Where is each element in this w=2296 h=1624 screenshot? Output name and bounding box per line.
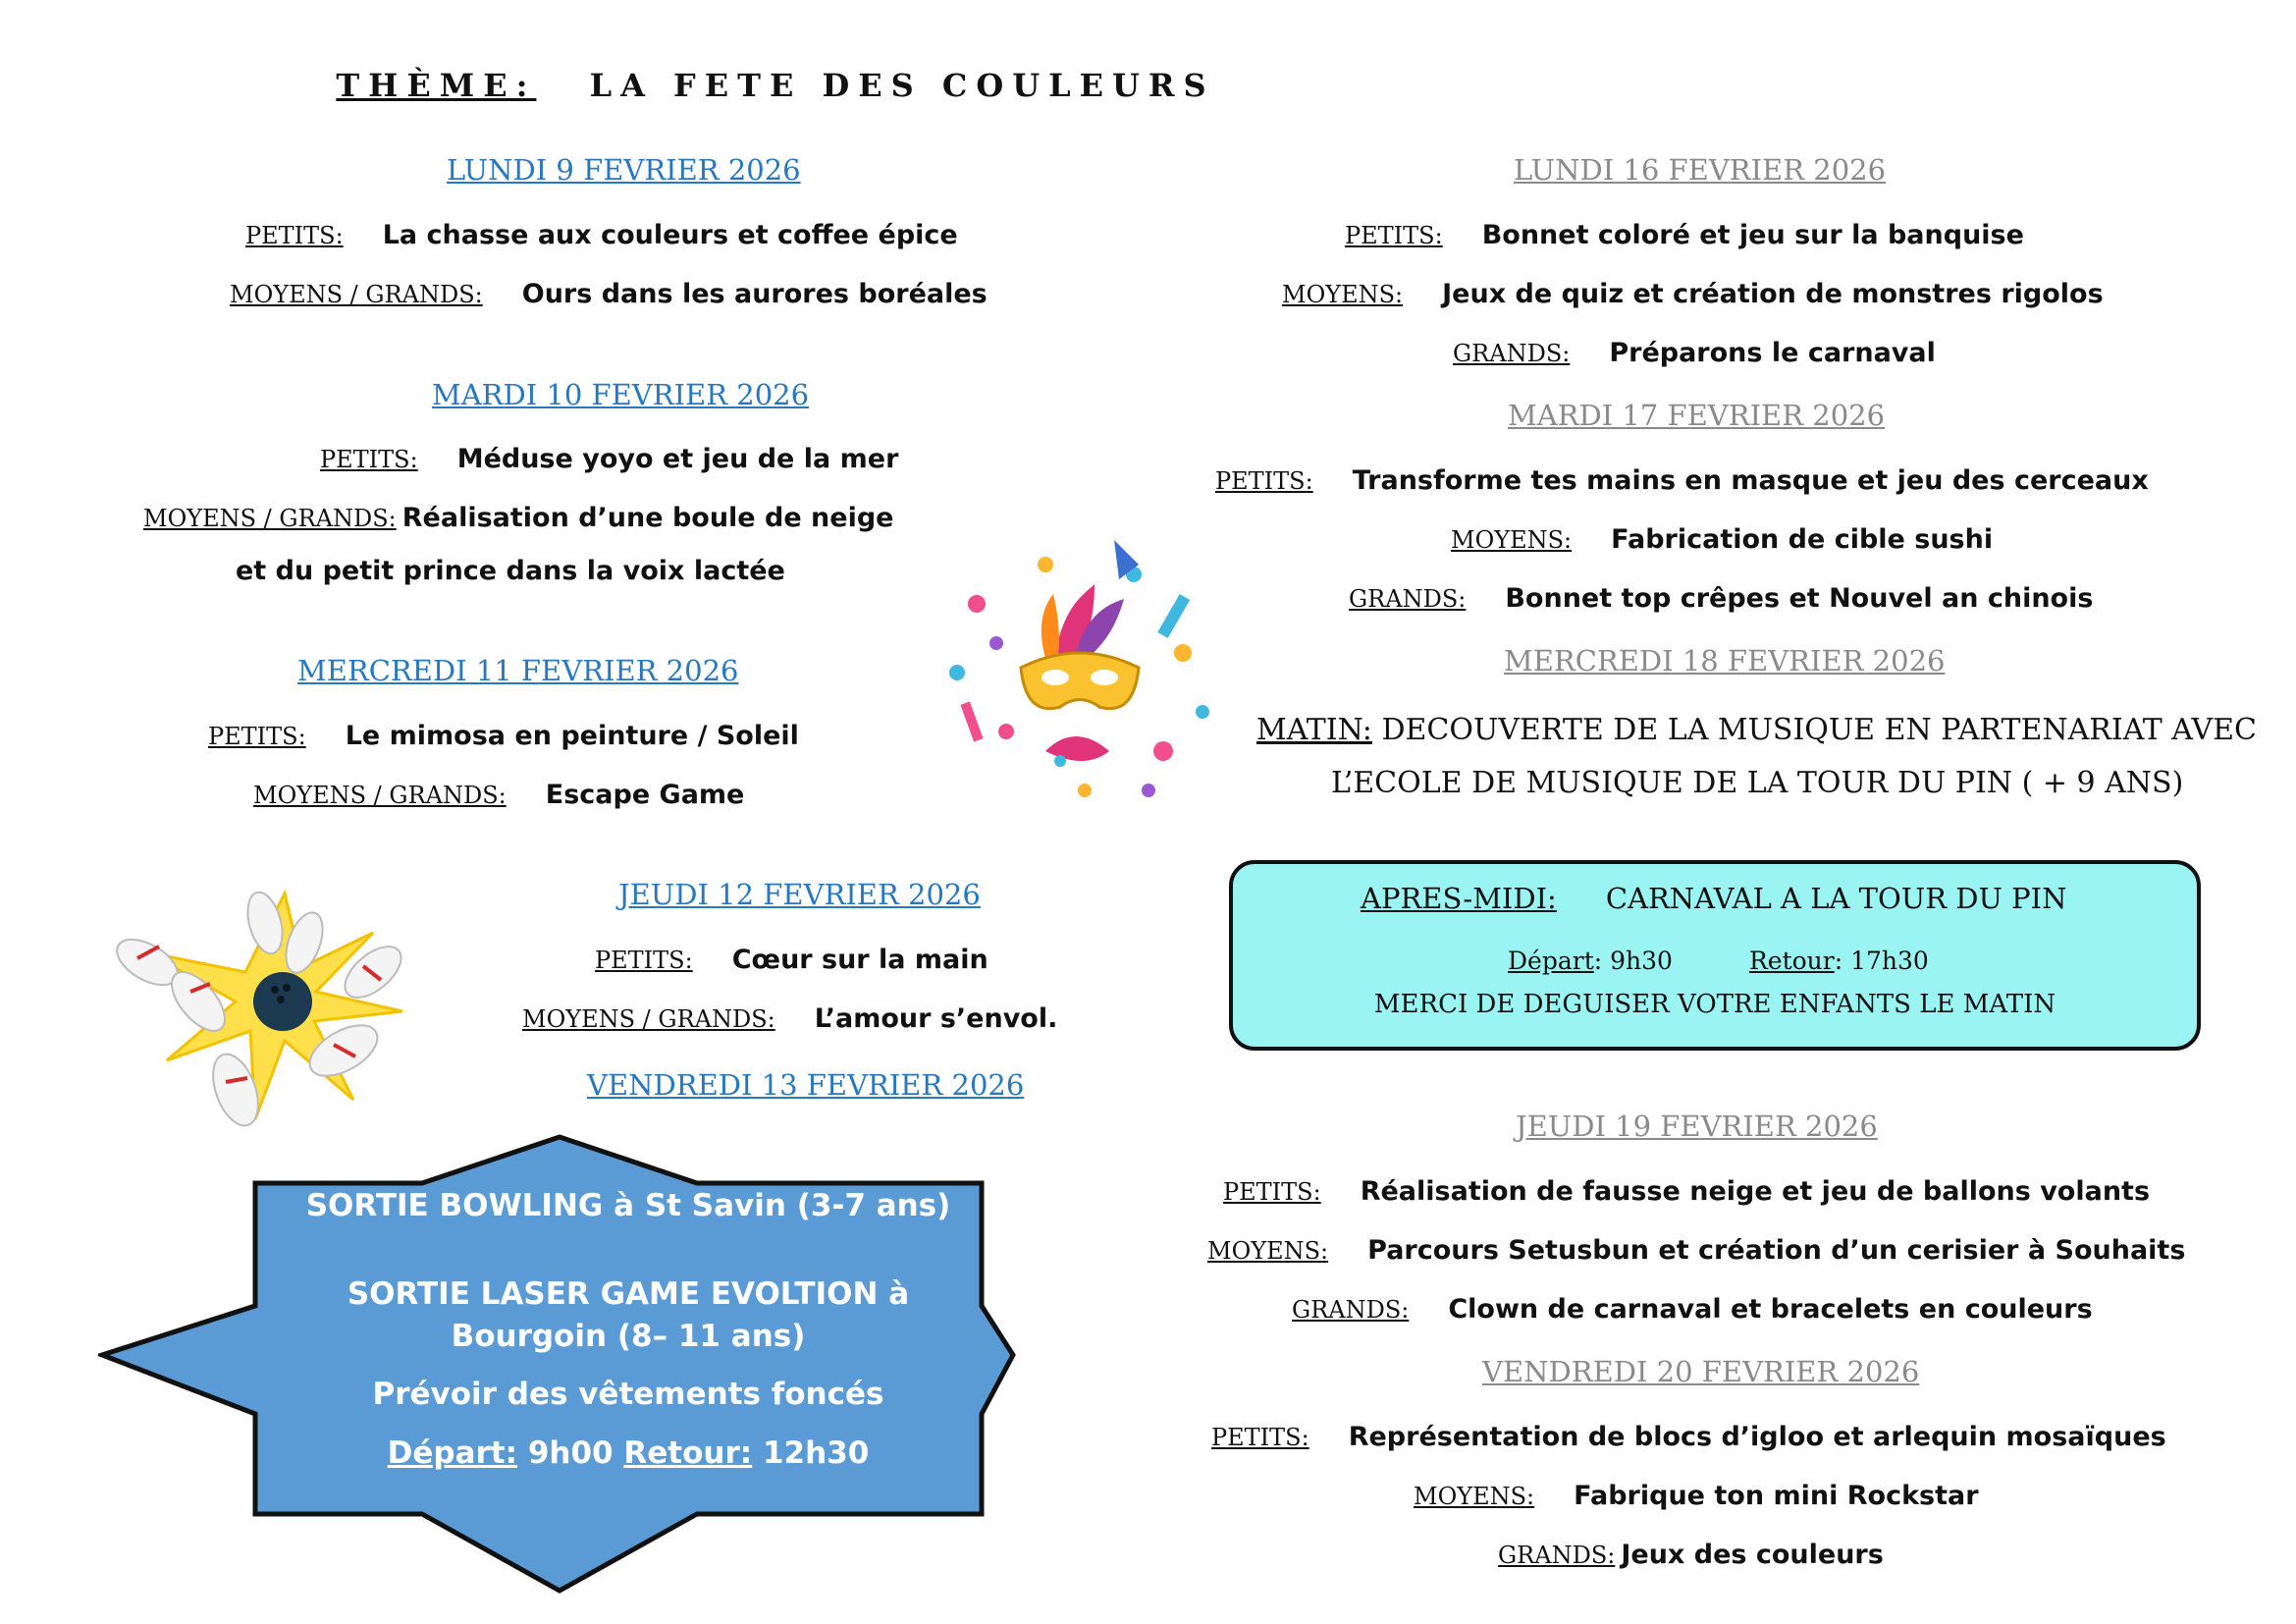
activity-text: Réalisation d’une boule de neige [401, 503, 894, 533]
group-label: GRANDS: [1453, 340, 1571, 367]
group-label: PETITS: [245, 222, 344, 249]
activity-row [1215, 465, 2149, 496]
group-label: MOYENS / GRANDS: [253, 782, 507, 809]
day-heading-mercredi-18: MERCREDI 18 FEVRIER 2026 [1504, 644, 1946, 677]
group-label: MOYENS / GRANDS: [143, 505, 397, 532]
activity-row [1345, 220, 2024, 250]
music-line-2: L’ECOLE DE MUSIQUE DE LA TOUR DU PIN ( + 9 ANS) [1331, 766, 2184, 800]
day-heading-mardi-17: MARDI 17 FEVRIER 2026 [1508, 399, 1886, 432]
activity-text-continued: et du petit prince dans la voix lactée [236, 556, 785, 586]
carnaval-title: CARNAVAL A LA TOUR DU PIN [1605, 882, 2067, 915]
activity-text: Transforme tes mains en masque et jeu des cerceaux [1352, 465, 2149, 496]
group-label: PETITS: [1345, 222, 1443, 249]
carnaval-times [1508, 947, 1929, 975]
outing-line-bourgoin: Bourgoin (8– 11 ans) [451, 1319, 806, 1354]
group-label: MOYENS: [1207, 1237, 1329, 1265]
group-label: GRANDS: [1349, 585, 1467, 613]
activity-text: Représentation de blocs d’igloo et arlequin mosaïques [1348, 1422, 2166, 1452]
theme-title: LA FETE DES COULEURS [589, 67, 1215, 104]
group-label: MOYENS: [1451, 526, 1573, 554]
activity-text: Fabrication de cible sushi [1611, 524, 1994, 555]
group-label: MOYENS: [1282, 281, 1404, 308]
activity-row [1282, 279, 2104, 309]
outing-times [255, 1435, 1001, 1471]
activity-row [1223, 1176, 2150, 1207]
group-label: MOYENS / GRANDS: [522, 1005, 775, 1033]
day-heading-jeudi-12: JEUDI 12 FEVRIER 2026 [618, 878, 981, 911]
activity-text: Escape Game [545, 780, 745, 810]
activity-row [245, 220, 958, 250]
activity-row [143, 503, 893, 533]
activity-text: Jeux de quiz et création de monstres rigolos [1442, 279, 2104, 309]
carnaval-box [1229, 860, 2201, 1051]
theme-label: THÈME: [336, 67, 537, 104]
outing-line-clothes: Prévoir des vêtements foncés [372, 1377, 884, 1412]
activity-row [1211, 1422, 2166, 1452]
activity-text: Méduse yoyo et jeu de la mer [456, 444, 899, 474]
group-label: PETITS: [1215, 467, 1313, 495]
retour-time: 12h30 [762, 1435, 870, 1471]
group-label: PETITS: [1211, 1424, 1309, 1451]
depart-time: 9h00 [527, 1435, 614, 1471]
day-heading-mardi-10: MARDI 10 FEVRIER 2026 [432, 378, 810, 411]
activity-text: Fabrique ton mini Rockstar [1574, 1481, 1979, 1511]
retour-label: Retour: [623, 1435, 753, 1471]
day-heading-mercredi-11: MERCREDI 11 FEVRIER 2026 [297, 654, 739, 687]
activity-text: Bonnet coloré et jeu sur la banquise [1481, 220, 2024, 250]
page-title [0, 67, 1551, 104]
activity-row [1453, 338, 1936, 368]
activity-row [595, 945, 988, 975]
activity-text: Bonnet top crêpes et Nouvel an chinois [1505, 583, 2094, 614]
carnaval-heading [1361, 882, 2067, 915]
activity-text: Parcours Setusbun et création d’un cerisier à Souhaits [1367, 1235, 2186, 1266]
day-heading-vendredi-13: VENDREDI 13 FEVRIER 2026 [587, 1068, 1025, 1102]
carnival-mask-icon [937, 535, 1222, 820]
costume-message: MERCI DE DEGUISER VOTRE ENFANTS LE MATIN [1373, 990, 2056, 1019]
day-heading-jeudi-19: JEUDI 19 FEVRIER 2026 [1516, 1110, 1878, 1143]
activity-row [320, 444, 898, 474]
activity-row [1207, 1235, 2185, 1266]
matin-label: MATIN: [1256, 713, 1372, 747]
group-label: MOYENS / GRANDS: [230, 281, 483, 308]
activity-text: Ours dans les aurores boréales [521, 279, 988, 309]
depart-label: Départ [1508, 947, 1594, 975]
bowling-pins-icon [108, 864, 461, 1139]
depart-time: : 9h30 [1593, 947, 1673, 975]
group-label: GRANDS: [1292, 1296, 1410, 1324]
depart-label: Départ: [387, 1435, 518, 1471]
activity-text: La chasse aux couleurs et coffee épice [382, 220, 958, 250]
apres-midi-label: APRES-MIDI: [1361, 882, 1557, 915]
group-label: PETITS: [208, 723, 306, 750]
outing-line-bowling: SORTIE BOWLING à St Savin (3-7 ans) [305, 1188, 951, 1223]
retour-label: Retour [1748, 947, 1835, 975]
group-label: PETITS: [595, 947, 693, 974]
activity-text: Clown de carnaval et bracelets en couleurs [1448, 1294, 2093, 1325]
activity-row [1498, 1540, 1884, 1570]
activity-row [1451, 524, 1993, 555]
day-heading-lundi-16: LUNDI 16 FEVRIER 2026 [1514, 153, 1887, 187]
activity-row [253, 780, 744, 810]
day-heading-vendredi-20: VENDREDI 20 FEVRIER 2026 [1482, 1355, 1920, 1388]
activity-text: Préparons le carnaval [1609, 338, 1936, 368]
activity-text: Réalisation de fausse neige et jeu de ballons volants [1360, 1176, 2151, 1207]
activity-text: Le mimosa en peinture / Soleil [345, 721, 799, 751]
group-label: PETITS: [1223, 1178, 1321, 1206]
activity-row [1414, 1481, 1979, 1511]
activity-row [522, 1003, 1057, 1034]
activity-text: L’amour s’envol. [814, 1003, 1058, 1034]
activity-text: Cœur sur la main [731, 945, 988, 975]
retour-time: : 17h30 [1834, 947, 1929, 975]
outing-line-laser: SORTIE LASER GAME EVOLTION à [347, 1276, 910, 1312]
music-text: DECOUVERTE DE LA MUSIQUE EN PARTENARIAT AVEC [1381, 713, 2257, 747]
music-line-1 [1256, 713, 2257, 747]
day-heading-lundi-9: LUNDI 9 FEVRIER 2026 [447, 153, 801, 187]
activity-row [1349, 583, 2093, 614]
activity-row [1292, 1294, 2093, 1325]
group-label: PETITS: [320, 446, 418, 473]
group-label: GRANDS: [1498, 1542, 1616, 1569]
activity-row [208, 721, 799, 751]
activity-text: Jeux des couleurs [1621, 1540, 1884, 1570]
group-label: MOYENS: [1414, 1483, 1535, 1510]
activity-row [230, 279, 988, 309]
